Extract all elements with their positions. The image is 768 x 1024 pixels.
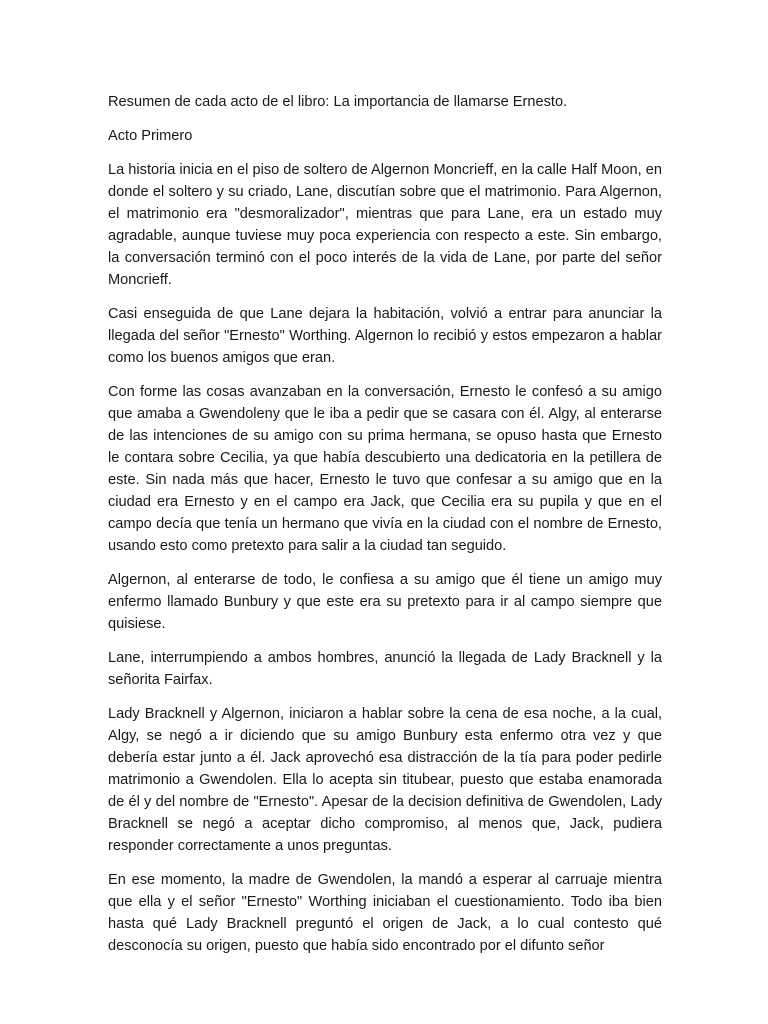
paragraph-1: La historia inicia en el piso de soltero de Algernon Moncrieff, en la calle Half Moon, en donde el soltero y su criado, Lane, discutían sobre que el matrimonio. Para Algernon, el matrimonio era "desmoralizador", mientras que para Lane, era un estado muy agradable, aunque tuviese muy poca experiencia con respecto a este. Sin embargo, la conversación terminó con el poco interés de la vida de Lane, por parte del señor Moncrieff. <box>108 162 662 288</box>
paragraph-5: Lane, interrumpiendo a ambos hombres, anunció la llegada de Lady Bracknell y la señorita Fairfax. <box>108 650 662 688</box>
document-page <box>108 91 662 969</box>
paragraph-6: Lady Bracknell y Algernon, iniciaron a hablar sobre la cena de esa noche, a la cual, Algy, se negó a ir diciendo que su amigo Bunbury esta enfermo otra vez y que debería estar junto a él. Jack aprovechó esa distracción de la tía para poder pedirle matrimonio a Gwendolen. Ella lo acepta sin titubear, puesto que estaba enamorada de él y del nombre de "Ernesto". Apesar de la decision definitiva de Gwendolen, Lady Bracknell se negó a aceptar dicho compromiso, al menos que, Jack, pudiera responder correctamente a unos preguntas. <box>108 706 662 854</box>
paragraph-3: Con forme las cosas avanzaban en la conversación, Ernesto le confesó a su amigo que amaba a Gwendoleny que le iba a pedir que se casara con él. Algy, al enterarse de las intenciones de su amigo con su prima hermana, se opuso hasta que Ernesto le contara sobre Cecilia, ya que había descubierto una dedicatoria en la petillera de este. Sin nada más que hacer, Ernesto le tuvo que confesar a su amigo que en la ciudad era Ernesto y en el campo era Jack, que Cecilia era su pupila y que en el campo decía que tenía un hermano que vivía en la ciudad con el nombre de Ernesto, usando esto como pretexto para salir a la ciudad tan seguido. <box>108 384 662 554</box>
paragraph-7: En ese momento, la madre de Gwendolen, la mandó a esperar al carruaje mientra que ella y el señor "Ernesto" Worthing iniciaban el cuestionamiento. Todo iba bien hasta qué Lady Bracknell preguntó el origen de Jack, a lo cual contesto qué desconocía su origen, puesto que había sido encontrado por el difunto señor <box>108 872 662 954</box>
section-heading: Acto Primero <box>108 128 193 144</box>
paragraph-4: Algernon, al enterarse de todo, le confiesa a su amigo que él tiene un amigo muy enfermo llamado Bunbury y que este era su pretexto para ir al campo siempre que quisiese. <box>108 572 662 632</box>
document-title: Resumen de cada acto de el libro: La importancia de llamarse Ernesto. <box>108 94 568 110</box>
paragraph-2: Casi enseguida de que Lane dejara la habitación, volvió a entrar para anunciar la llegada del señor "Ernesto" Worthing. Algernon lo recibió y estos empezaron a hablar como los buenos amigos que eran. <box>108 306 662 366</box>
